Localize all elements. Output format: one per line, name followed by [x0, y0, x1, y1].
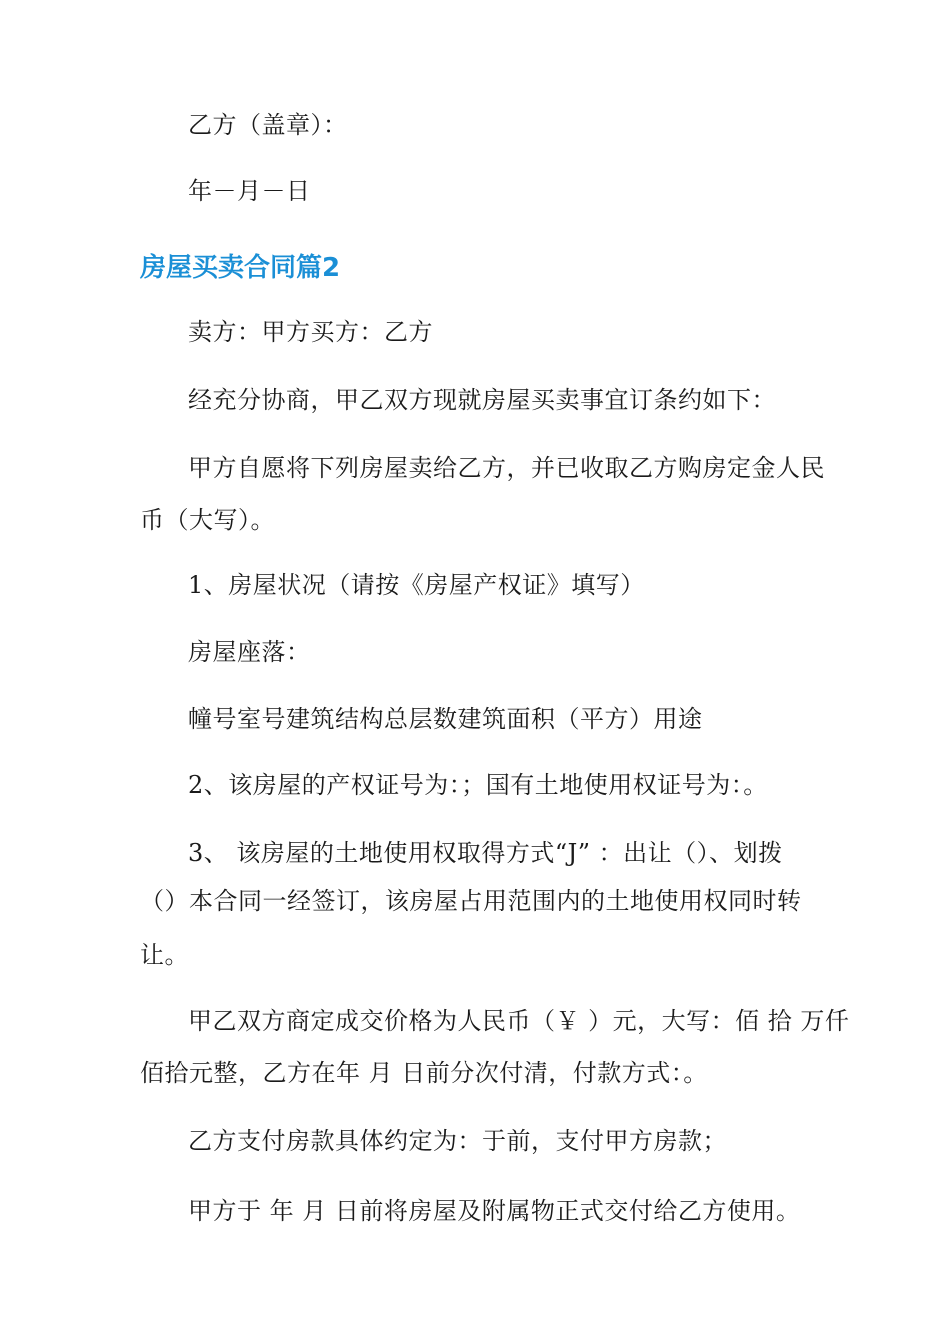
house-location: 房屋座落： — [188, 638, 311, 666]
paragraph-intro: 经充分协商，甲乙双方现就房屋买卖事宜订条约如下： — [188, 386, 776, 414]
clause-3-line1: 3、 该房屋的土地使用权取得方式“J” ：出让（）、划拨 — [188, 839, 783, 867]
paragraph-deposit-line2: 币（大写）。 — [140, 506, 275, 534]
party-b-seal-line: 乙方（盖章）： — [188, 111, 348, 139]
section-heading: 房屋买卖合同篇2 — [140, 253, 341, 283]
paragraph-deposit-line1: 甲方自愿将下列房屋卖给乙方，并已收取乙方购房定金人民 — [188, 454, 825, 482]
clause-3-line2: （）本合同一经签订，该房屋占用范围内的土地使用权同时转 — [140, 887, 802, 915]
clause-1-house-status: 1、房屋状况（请按《房屋产权证》填写） — [188, 571, 645, 599]
date-line: 年－月－日 — [188, 177, 311, 205]
price-line2: 佰拾元整，乙方在年 月 日前分次付清，付款方式：。 — [140, 1059, 708, 1087]
clause-2-certificates: 2、该房屋的产权证号为：；国有土地使用权证号为：。 — [188, 771, 768, 799]
house-details: 幢号室号建筑结构总层数建筑面积（平方）用途 — [188, 705, 703, 733]
clause-3-line3: 让。 — [140, 941, 189, 969]
handover-terms: 甲方于 年 月 日前将房屋及附属物正式交付给乙方使用。 — [188, 1197, 801, 1225]
price-line1: 甲乙双方商定成交价格为人民币（￥ ）元，大写：佰 拾 万仟 — [188, 1007, 850, 1035]
paragraph-parties: 卖方：甲方买方：乙方 — [188, 318, 433, 346]
payment-terms: 乙方支付房款具体约定为：于前，支付甲方房款； — [188, 1127, 727, 1155]
